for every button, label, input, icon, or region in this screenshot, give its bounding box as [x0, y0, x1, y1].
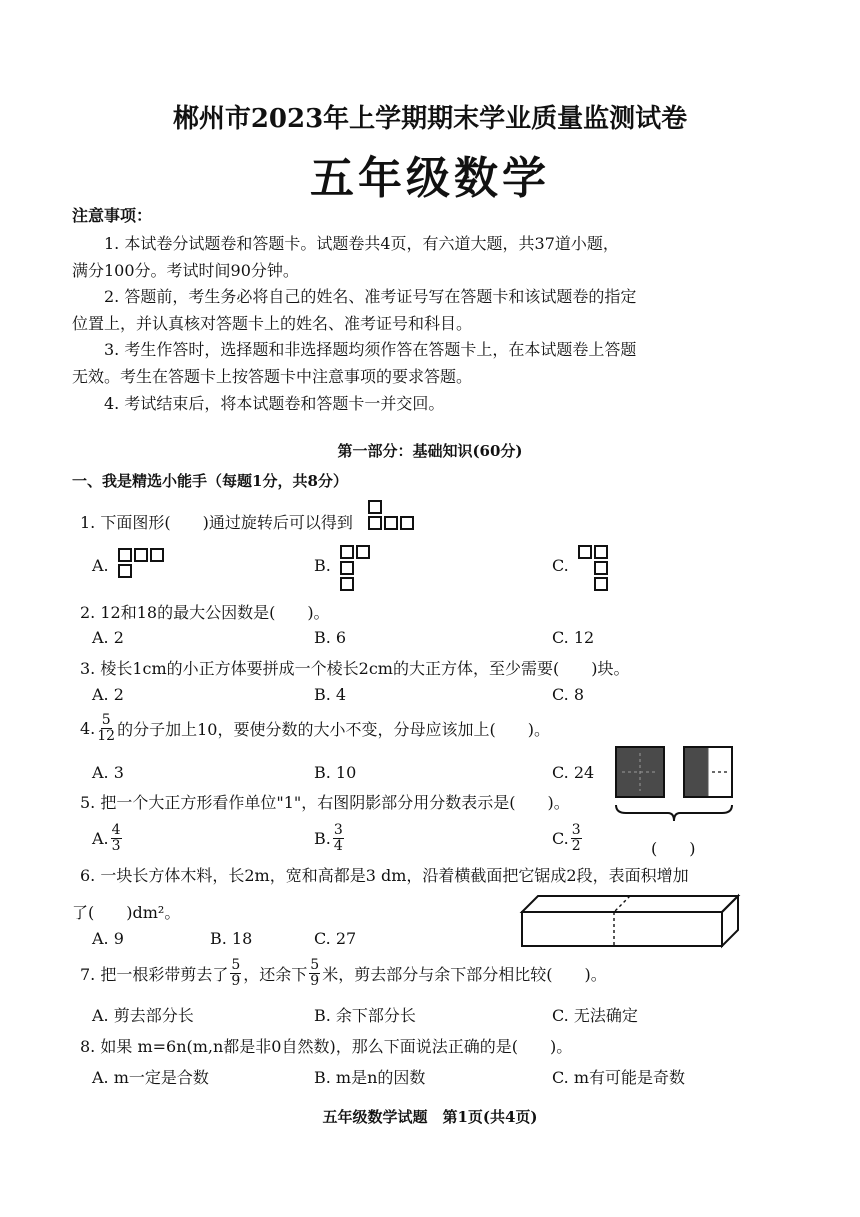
brace	[616, 805, 732, 821]
fraction-numerator: 3	[571, 822, 581, 838]
q3-option-c: C. 8	[552, 685, 585, 704]
notice-line: 无效。考生在答题卡上按答题卡中注意事项的要求答题。	[72, 367, 473, 386]
question-3-stem: 3. 棱长1cm的小正方体要拼成一个棱长2cm的大正方体，至少需要( )块。	[80, 659, 630, 678]
notice-line: 位置上，并认真核对答题卡上的姓名、准考证号和科目。	[72, 314, 473, 333]
q5-figure-answer-blank: ( )	[651, 839, 696, 858]
q4-option-c: C. 24	[552, 763, 595, 782]
fraction	[333, 823, 344, 854]
fraction-numerator: 5	[101, 712, 111, 728]
fraction-denominator: 9	[310, 973, 320, 989]
exam-title: 郴州市2023年上学期期末学业质量监测试卷	[172, 104, 688, 134]
q3-option-b: B. 4	[314, 685, 347, 704]
q8-option-a: A. m一定是合数	[92, 1068, 209, 1087]
notice-line: 1. 本试卷分试题卷和答题卡。试题卷共4页，有六道大题，共37道小题，	[104, 234, 619, 253]
fraction-denominator: 9	[231, 973, 241, 989]
q6-cuboid-figure	[518, 890, 742, 952]
q7-stem-part: ，还余下	[243, 965, 308, 984]
q4-fraction	[97, 713, 115, 744]
question-7-stem	[80, 958, 607, 989]
q6-option-a: A. 9	[92, 929, 124, 948]
q1-option-a-label: A.	[92, 556, 109, 575]
fraction-numerator: 3	[333, 822, 343, 838]
question-6-stem-line1: 6. 一块长方体木料，长2m，宽和高都是3 dm，沿着横截面把它锯成2段，表面积增加	[80, 866, 689, 885]
q3-option-a: A. 2	[92, 685, 124, 704]
q4-option-b: B. 10	[314, 763, 357, 782]
q7-option-a: A. 剪去部分长	[92, 1006, 194, 1025]
fraction-denominator: 3	[111, 838, 121, 854]
q7-option-b: B. 余下部分长	[314, 1006, 416, 1025]
fraction	[571, 823, 582, 854]
q4-option-a: A. 3	[92, 763, 124, 782]
notice-line: 3. 考生作答时，选择题和非选择题均须作答在答题卡上，在本试题卷上答题	[104, 340, 637, 359]
option-label: A.	[92, 829, 109, 848]
fraction	[309, 958, 320, 989]
question-6-stem-line2: 了( )dm²。	[72, 903, 181, 922]
fraction	[230, 958, 241, 989]
fraction-denominator: 12	[97, 728, 116, 744]
question-2-stem: 2. 12和18的最大公因数是( )。	[80, 603, 330, 622]
q4-stem-rest: 的分子加上10，要使分数的大小不变，分母应该加上( )。	[117, 720, 550, 739]
q2-option-c: C. 12	[552, 628, 595, 647]
q6-option-b: B. 18	[210, 929, 253, 948]
question-8-stem: 8. 如果 m=6n(m,n都是非0自然数)，那么下面说法正确的是( )。	[80, 1037, 573, 1056]
q1-option-c-label: C.	[552, 556, 569, 575]
fraction	[111, 823, 122, 854]
notice-line: 4. 考试结束后，将本试题卷和答题卡一并交回。	[104, 394, 445, 413]
q7-stem-part: 米，剪去部分与余下部分相比较( )。	[322, 965, 607, 984]
page-footer: 五年级数学试题 第1页(共4页)	[322, 1108, 538, 1126]
fraction-denominator: 2	[571, 838, 581, 854]
notice-line: 2. 答题前，考生务必将自己的姓名、准考证号写在答题卡和该试题卷的指定	[104, 287, 637, 306]
fraction-denominator: 4	[333, 838, 343, 854]
q8-option-b: B. m是n的因数	[314, 1068, 426, 1087]
option-label: C.	[552, 829, 569, 848]
q8-option-c: C. m有可能是奇数	[552, 1068, 686, 1087]
q2-option-b: B. 6	[314, 628, 347, 647]
q7-option-c: C. 无法确定	[552, 1006, 638, 1025]
q5-option-b	[314, 823, 346, 854]
fraction-numerator: 5	[231, 957, 241, 973]
q7-stem-part: 7. 把一根彩带剪去了	[80, 965, 229, 984]
notice-line: 满分100分。考试时间90分钟。	[72, 261, 299, 280]
subject-title: 五年级数学	[310, 153, 550, 204]
q1-option-b-label: B.	[314, 556, 331, 575]
q5-option-a	[92, 823, 124, 854]
fraction-numerator: 4	[111, 822, 121, 838]
part-heading: 第一部分：基础知识(60分)	[337, 442, 523, 460]
q5-option-c	[552, 823, 584, 854]
q4-number: 4.	[80, 719, 96, 738]
question-1-stem: 1. 下面图形( )通过旋转后可以得到	[80, 513, 353, 532]
option-label: B.	[314, 829, 331, 848]
q2-option-a: A. 2	[92, 628, 124, 647]
question-4-stem	[80, 713, 550, 744]
section-heading: 一、我是精选小能手（每题1分，共8分）	[72, 472, 348, 490]
notice-heading: 注意事项：	[72, 206, 153, 225]
q6-option-c: C. 27	[314, 929, 357, 948]
question-5-stem: 5. 把一个大正方形看作单位"1"，右图阴影部分用分数表示是( )。	[80, 793, 570, 812]
fraction-numerator: 5	[310, 957, 320, 973]
